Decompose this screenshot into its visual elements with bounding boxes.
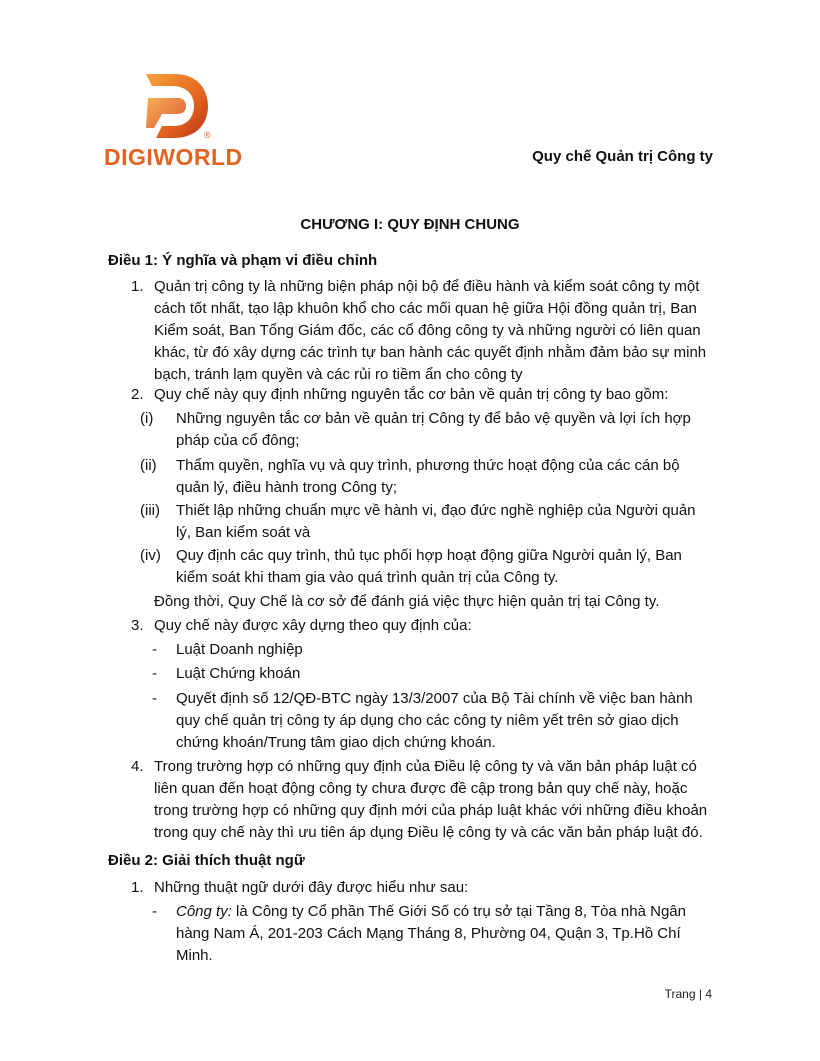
article-1-item-4-text [154, 756, 714, 844]
text-line [176, 901, 714, 923]
article-1-title: Điều 1: Ý nghĩa và phạm vi điều chỉnh [108, 252, 378, 269]
text-line: liên quan đến hoạt động công ty chưa được đề cập trong bản quy chế này, hoặc [154, 780, 688, 797]
text-line: Luật Chứng khoán [176, 665, 301, 682]
article-2-title: Điều 2: Giải thích thuật ngữ [108, 852, 305, 869]
text-line: Quyết định số 12/QĐ-BTC ngày 13/3/2007 của Bộ Tài chính về việc ban hành [176, 690, 693, 707]
meanwhile-note: Đồng thời, Quy Chế là cơ sở để đánh giá việc thực hiện quản trị tại Công ty. [154, 593, 660, 610]
item-number: 2. [131, 386, 144, 403]
header-title: Quy chế Quản trị Công ty [532, 148, 713, 165]
text-line: Quy chế này quy định những nguyên tắc cơ bản về quản trị công ty bao gồm: [154, 386, 669, 403]
article-1-item-2-text [154, 384, 714, 406]
text-line: Minh. [176, 947, 213, 964]
defined-term: Công ty: [176, 903, 232, 920]
sub-item-label: (ii) [140, 457, 157, 474]
text-line: khác, từ đó xây dựng các trình tự ban hành các quyết định nhằm đảm bảo sự minh [154, 344, 707, 361]
registered-mark: ® [204, 130, 211, 140]
sub-item-ii-text [176, 455, 714, 499]
sub-item-iii-text [176, 500, 714, 544]
sub-item-iv-text [176, 545, 714, 589]
brand-name: DIGIWORLD [104, 144, 243, 170]
article-1-item-1-text [154, 276, 714, 386]
text-line: trong trường hợp có những quy định mới của pháp luật khác với những điều khoản [154, 802, 708, 819]
text-line: Luật Doanh nghiệp [176, 641, 303, 658]
text-line: cách tốt nhất, tạo lập khuôn khổ cho các mối quan hệ giữa Hội đồng quản trị, Ban [154, 300, 697, 317]
law-item [176, 639, 714, 661]
sub-item-label: (i) [140, 410, 154, 427]
text-line: chứng khoán/Trung tâm giao dịch chứng khoán. [176, 734, 496, 751]
text-line: quy chế quản trị công ty áp dụng cho các công ty niêm yết trên sở giao dịch [176, 712, 679, 729]
article-2-item-1-text: Những thuật ngữ dưới đây được hiểu như sau: [154, 879, 469, 896]
text-line: Thẩm quyền, nghĩa vụ và quy trình, phương thức hoạt động của các cán bộ [176, 457, 680, 474]
definition-company [176, 901, 714, 967]
sub-item-label: (iii) [140, 502, 160, 519]
bullet-dash: - [152, 903, 157, 920]
text-line: Kiểm soát, Ban Tổng Giám đốc, các cổ đông công ty và những người có liên quan [154, 322, 701, 339]
definition-text: là Công ty Cổ phần Thế Giới Số có trụ sở tại Tầng 8, Tòa nhà Ngân [231, 903, 686, 920]
item-number: 4. [131, 758, 144, 775]
text-line: Quy định các quy trình, thủ tục phối hợp hoạt động giữa Người quản lý, Ban [176, 547, 682, 564]
chapter-title: CHƯƠNG I: QUY ĐỊNH CHUNG [300, 216, 520, 233]
sub-item-i-text [176, 408, 714, 452]
bullet-dash: - [152, 665, 157, 682]
text-line: lý, Ban kiểm soát và [176, 524, 311, 541]
text-line: Trong trường hợp có những quy định của Điều lệ công ty và văn bản pháp luật có [154, 758, 697, 775]
bullet-dash: - [152, 690, 157, 707]
text-line: Những nguyên tắc cơ bản về quản trị Công ty để bảo vệ quyền và lợi ích hợp [176, 410, 691, 427]
article-1-item-3-text: Quy chế này được xây dựng theo quy định của: [154, 617, 472, 634]
item-number: 3. [131, 617, 144, 634]
text-line: kiểm soát khi tham gia vào quá trình quản trị của Công ty. [176, 569, 559, 586]
bullet-dash: - [152, 641, 157, 658]
text-line: Quản trị công ty là những biện pháp nội bộ để điều hành và kiểm soát công ty một [154, 278, 700, 295]
text-line: trong quy chế này thì ưu tiên áp dụng Điều lệ công ty và các văn bản pháp luật đó. [154, 824, 703, 841]
law-item [176, 688, 714, 754]
item-number: 1. [131, 879, 144, 896]
page-number: Trang | 4 [664, 987, 712, 1001]
law-item [176, 663, 714, 685]
text-line: bạch, tránh lạm quyền và các rủi ro tiềm ẩn cho công ty [154, 366, 523, 383]
text-line: pháp của cổ đông; [176, 432, 300, 449]
text-line: Thiết lập những chuẩn mực về hành vi, đạo đức nghề nghiệp của Người quản [176, 502, 696, 519]
digiworld-logo [104, 72, 249, 172]
text-line: quản lý, điều hành trong Công ty; [176, 479, 397, 496]
sub-item-label: (iv) [140, 547, 161, 564]
text-line: hàng Nam Á, 201-203 Cách Mạng Tháng 8, Phường 04, Quận 3, Tp.Hồ Chí [176, 925, 681, 942]
item-number: 1. [131, 278, 144, 295]
